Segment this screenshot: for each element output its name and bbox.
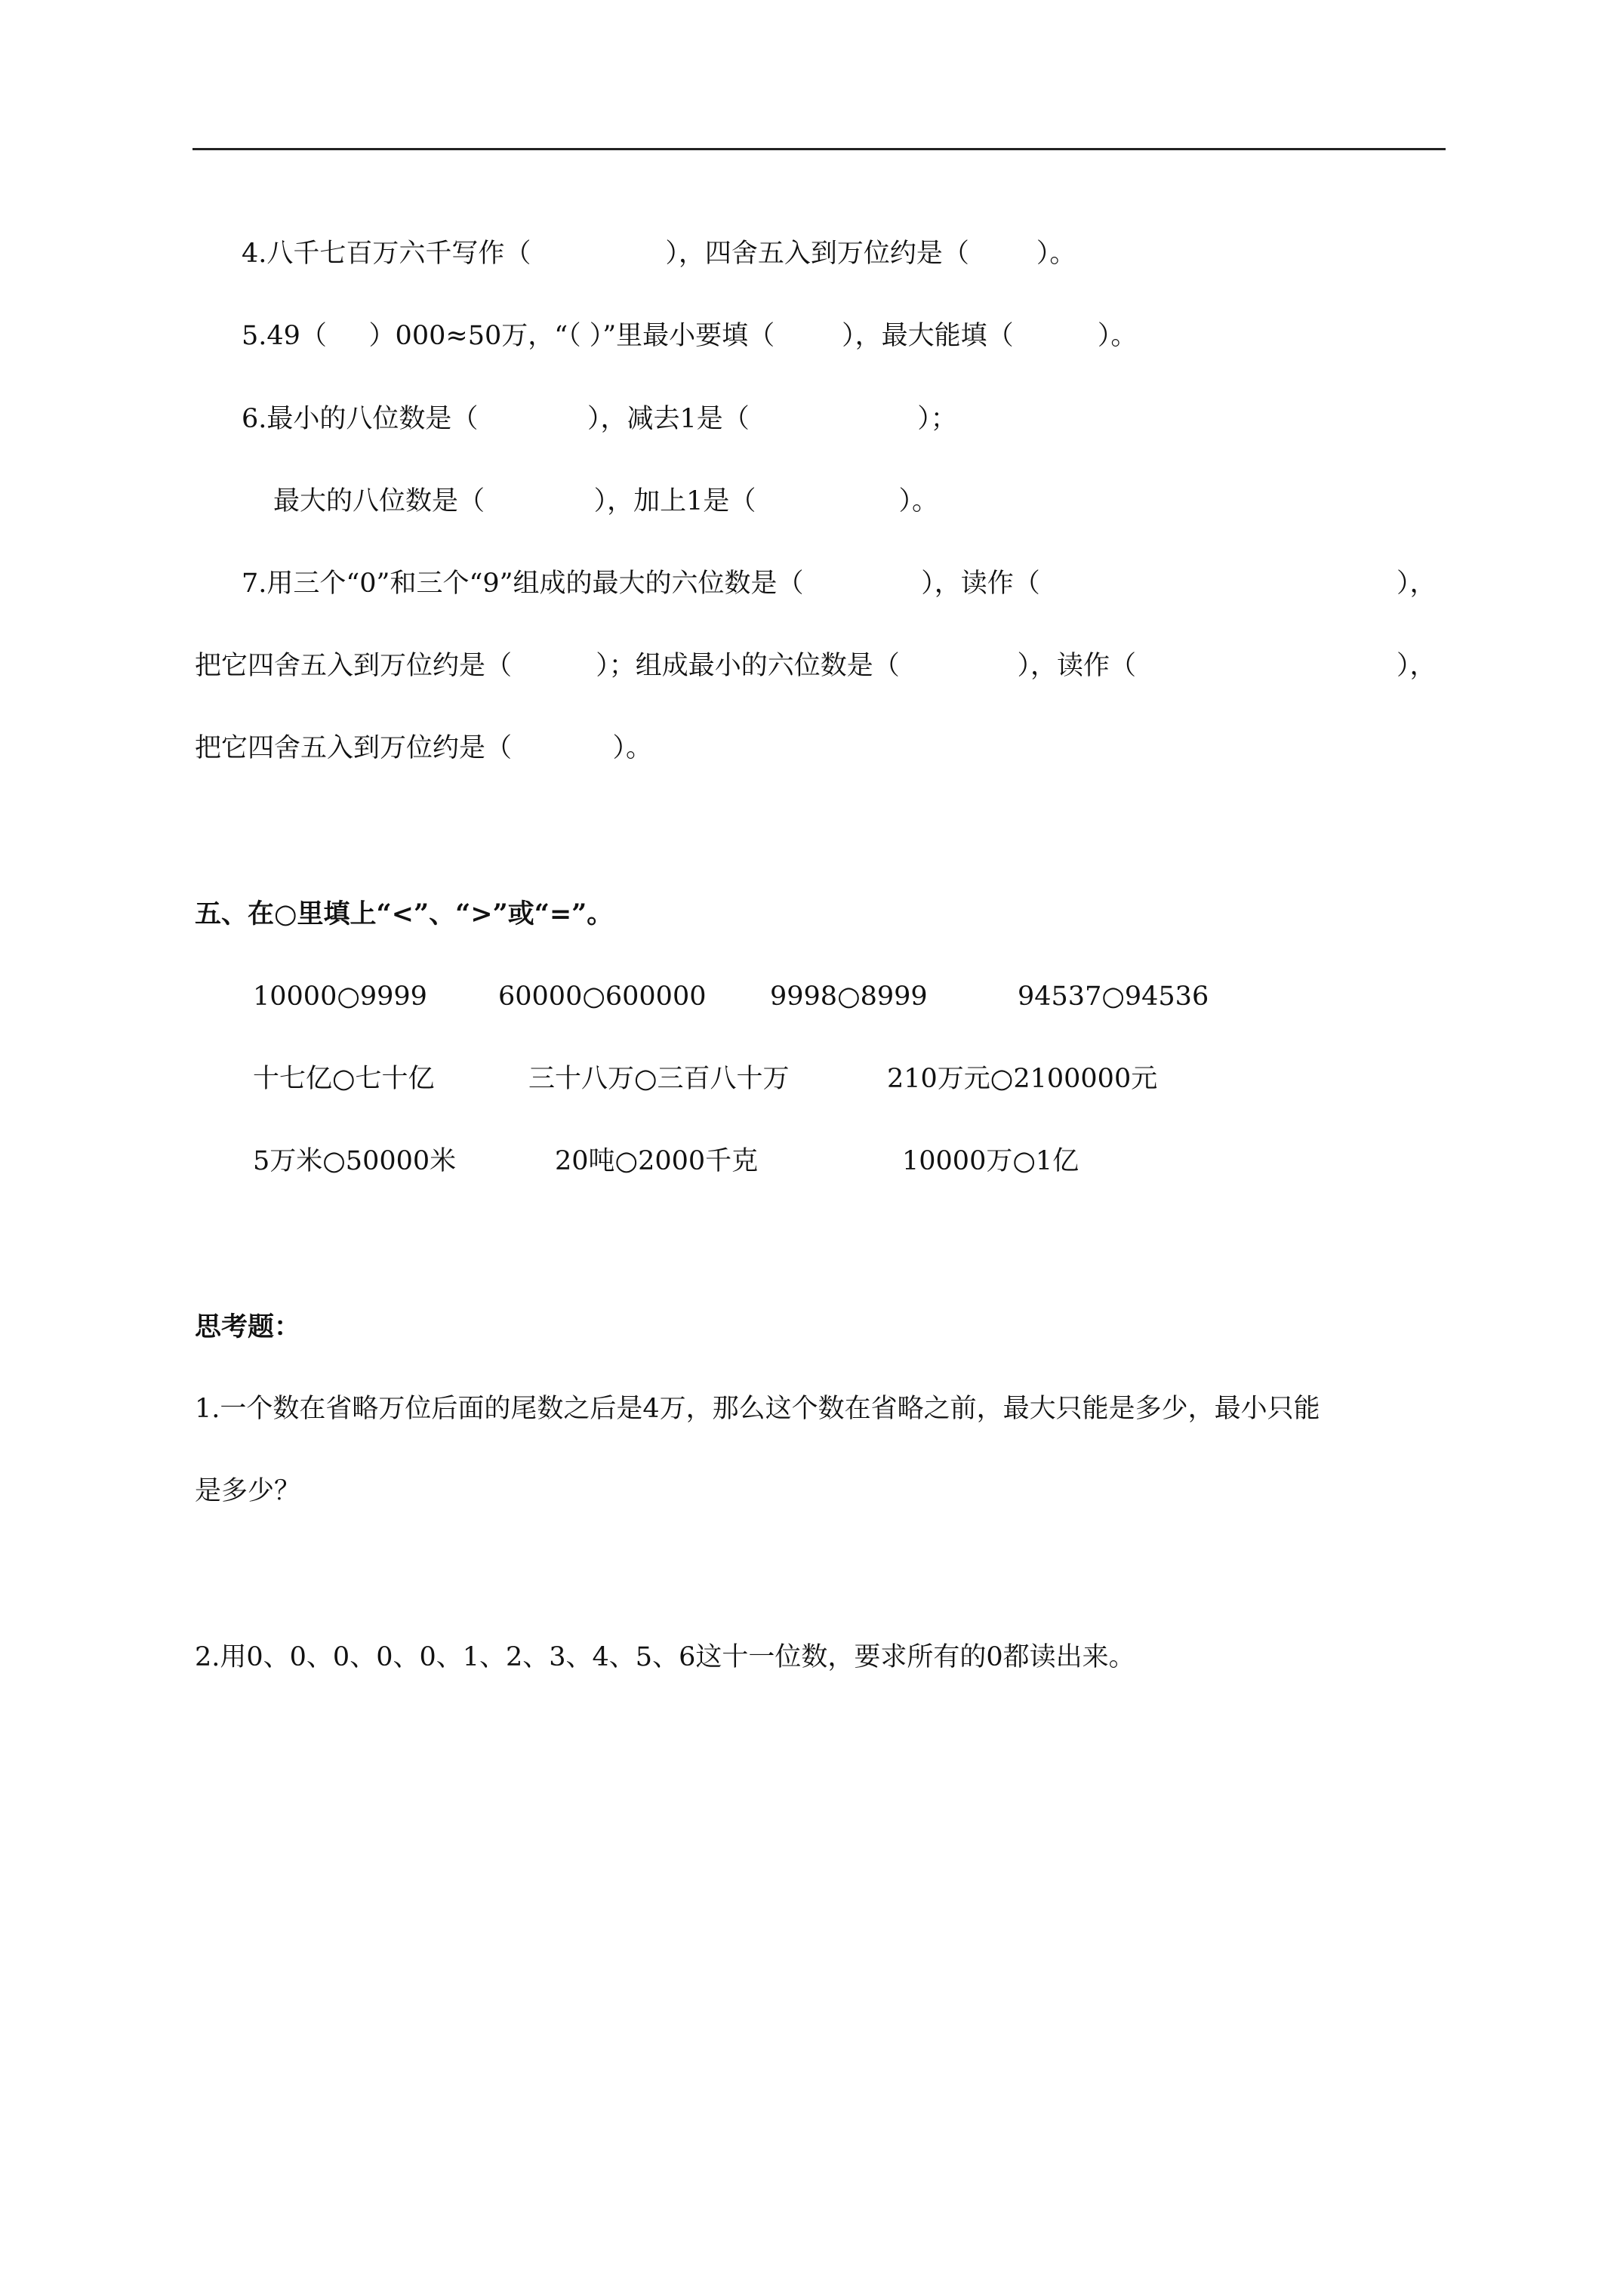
compare-item: 60000○600000 — [498, 982, 707, 1012]
thinking-question-1-line-2: 是多少？ — [195, 1476, 301, 1506]
compare-item: 十七亿○七十亿 — [253, 1064, 435, 1094]
compare-item: 20吨○2000千克 — [555, 1146, 759, 1176]
compare-item: 10000○9999 — [253, 982, 427, 1012]
compare-item: 9998○8999 — [770, 982, 928, 1012]
question-6-smallest: 6.最小的八位数是（ ），减去1是（ ）； — [242, 404, 957, 434]
question-7-line-3: 把它四舍五入到万位约是（ ）。 — [195, 733, 653, 763]
thinking-heading: 思考题： — [195, 1311, 301, 1342]
question-7-line-2-end: ）， — [1397, 651, 1437, 681]
question-7-line-1: 7.用三个“0”和三个“9”组成的最大的六位数是（ ），读作（ — [242, 569, 1040, 599]
compare-item: 三十八万○三百八十万 — [528, 1064, 790, 1094]
header-rule — [192, 148, 1446, 150]
compare-item: 5万米○50000米 — [253, 1146, 457, 1176]
compare-item: 94537○94536 — [1018, 982, 1209, 1012]
compare-item: 210万元○2100000元 — [887, 1064, 1158, 1094]
thinking-question-1-line-1: 1.一个数在省略万位后面的尾数之后是4万，那么这个数在省略之前，最大只能是多少，最小只能 — [195, 1394, 1320, 1424]
question-6-largest: 最大的八位数是（ ），加上1是（ ）。 — [273, 486, 939, 516]
section-5-heading: 五、在○里填上“<”、“>”或“=”。 — [195, 898, 614, 929]
question-7-line-2: 把它四舍五入到万位约是（ ）；组成最小的六位数是（ ），读作（ — [195, 651, 1137, 681]
compare-item: 10000万○1亿 — [902, 1146, 1079, 1176]
question-7-line-1-end: ）， — [1397, 569, 1437, 599]
question-4: 4.八千七百万六千写作（ ），四舍五入到万位约是（ ）。 — [242, 239, 1076, 269]
question-5: 5.49（ ）000≈50万，“（ ）”里最小要填（ ），最大能填（ ）。 — [242, 321, 1138, 351]
thinking-question-2: 2.用0、0、0、0、0、1、2、3、4、5、6这十一位数，要求所有的0都读出来。 — [195, 1642, 1135, 1672]
